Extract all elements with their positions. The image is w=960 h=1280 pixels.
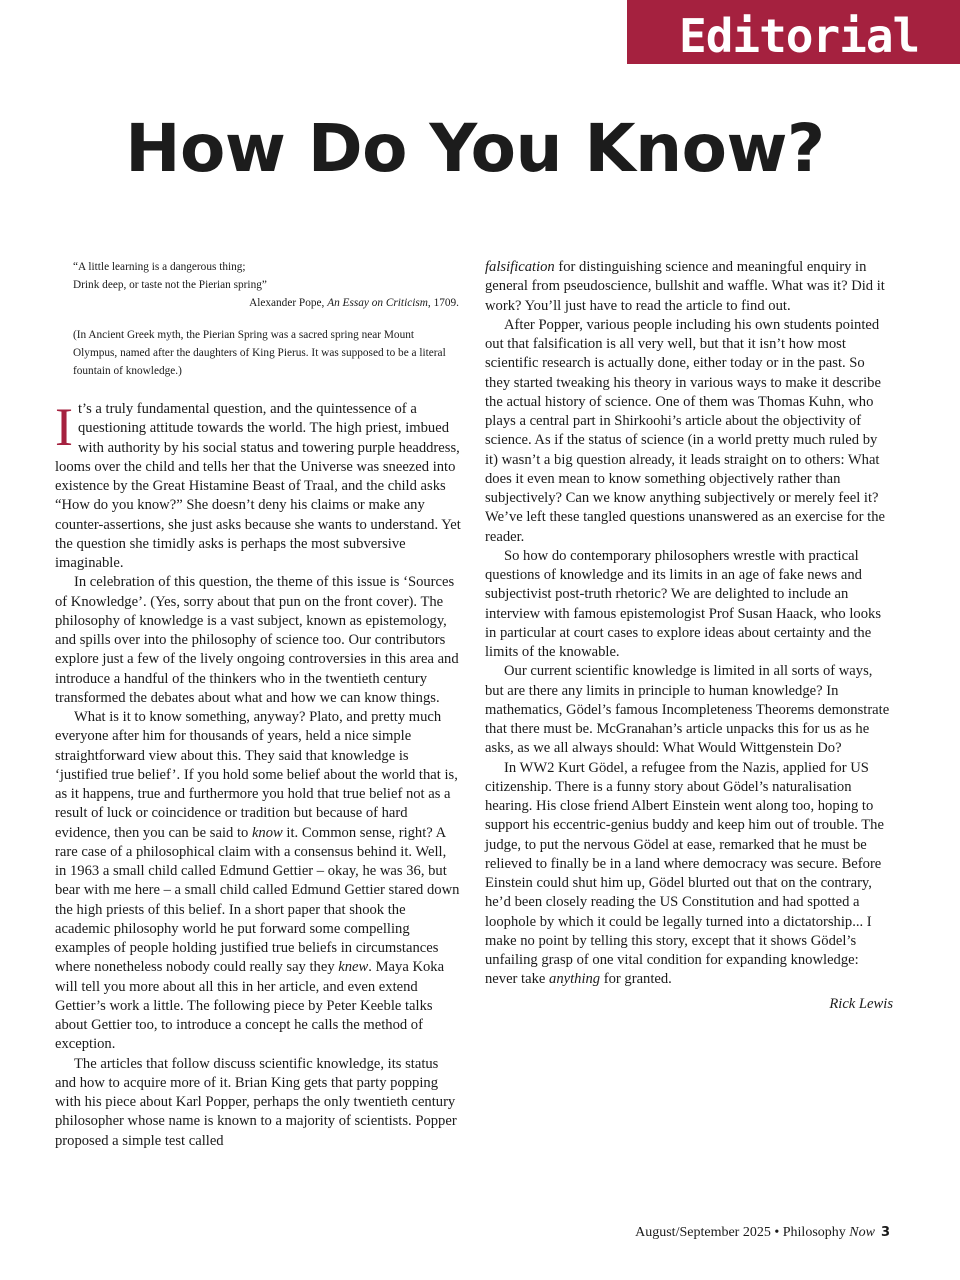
right-column: [485, 258, 893, 1014]
left-column: [55, 258, 461, 1151]
paragraph-4-text-b: for distinguishing science and meaningful enquiry in general from pseudoscience, bullshit and waffle. What was it? Did it work? You’ll just have to read the article to find out.: [485, 259, 885, 314]
emphasis-anything: anything: [549, 971, 601, 988]
body-paragraph-4-continued: [485, 258, 893, 316]
body-paragraph-1: [55, 397, 461, 573]
drop-cap: I: [55, 397, 73, 457]
paragraph-4-text-a: The articles that follow discuss scientific knowledge, its status and how to acquire more of it. Brian King gets that party popping with his piece about Karl Popper, perhaps the only twentieth century philosopher whose name is known to a majority of scientists. Popper proposed a simple test called: [55, 1055, 457, 1149]
magazine-name: Philosophy: [782, 1225, 850, 1240]
epigraph-note: (In Ancient Greek myth, the Pierian Spring was a sacred spring near Mount Olympus, named after the daughters of King Pierus. It was supposed to be a literal fountain of knowledge.): [73, 329, 446, 377]
paragraph-3-text-c: . Maya Koka will tell you more about all this in her article, and even extend Gettier’s work a little. The following piece by Peter Keeble talks about Gettier too, to introduce a concept he calls the method of exception.: [55, 959, 445, 1053]
paragraph-8-text-b: for granted.: [600, 971, 672, 988]
epigraph-attribution: [73, 294, 459, 312]
emphasis-falsification: falsification: [485, 259, 555, 275]
epigraph-work-title: An Essay on Criticism: [327, 297, 428, 309]
body-paragraph-3: [55, 708, 461, 1055]
author-signature: Rick Lewis: [829, 995, 893, 1012]
section-tab-label: Editorial: [679, 9, 920, 63]
epigraph-line-1: “A little learning is a dangerous thing;: [73, 261, 246, 273]
paragraph-8-text-a: In WW2 Kurt Gödel, a refugee from the Nazis, applied for US citizenship. There is a funny story about Gödel’s naturalisation hearing. His close friend Albert Einstein went along too, hoping to support his eccentric-genius buddy and keep him out of trouble. The judge, to put the nervous Gödel at ease, remarked that he must be relieved to finally be in a land where democracy was secure. Before Einstein could shut him up, Gödel blurted out that on the contrary, he’d been closely reading the US Constitution and had spotted a loophole by which it could be legally turned into a dictatorship... I make no point by telling this story, except that it shows Gödel’s unfailing grasp of one vital condition for expanding knowledge: never take: [485, 759, 884, 988]
epigraph-line-2: Drink deep, or taste not the Pierian spring”: [73, 279, 267, 291]
epigraph-year: , 1709.: [427, 297, 459, 309]
body-paragraph-7: Our current scientific knowledge is limited in all sorts of ways, but are there any limits in principle to human knowledge? In mathematics, Gödel’s famous Incompleteness Theorems demonstrate that there must be. McGranahan’s article unpacks this for us as he asks, as we all always should: What Would Wittgenstein Do?: [485, 663, 890, 757]
body-paragraph-4: [55, 1055, 461, 1151]
magazine-name-now: Now: [849, 1225, 875, 1240]
epigraph-author: Alexander Pope,: [249, 297, 328, 309]
issue-date: August/September 2025: [635, 1225, 771, 1240]
page-footer: [635, 1224, 890, 1242]
body-paragraph-6: So how do contemporary philosophers wrestle with practical questions of knowledge and its limits in an age of fake news and subjectivist post-truth rhetoric? We are delighted to include an interview with famous epistemologist Prof Susan Haack, who looks in particular at court cases to explore ideas about certainty and the limits of the knowable.: [485, 547, 882, 660]
emphasis-knew: knew: [338, 959, 369, 976]
body-paragraph-2: In celebration of this question, the theme of this issue is ‘Sources of Knowledge’. (Yes, sorry about that pun on the front cover). The philosophy of knowledge is a vast subject, known as epistemology, and spills over into the philosophy of science too. Our contributors explore just a few of the lively ongoing controversies in this area and introduce a handful of the thinkers who in the twentieth century transformed the debates about what and how we can know things.: [55, 574, 459, 706]
section-tab: [627, 0, 960, 64]
paragraph-3-text-a: What is it to know something, anyway? Plato, and pretty much everyone after him for thousands of years, held a nice simple straightforward view about this. They said that knowledge is ‘justified true belief’. If you hold some belief about the world that is, as it happens, true and furthermore you hold that true belief not as a result of luck or coincidence or tradition but because of hard evidence, then you can be said to: [55, 709, 458, 841]
paragraph-1-text: t’s a truly fundamental question, and the quintessence of a questioning attitude towards the world. The high priest, imbued with authority by his social status and towering purple headdress, looms over the child and tells her that the Universe was sneezed into existence by the Great Histamine Beast of Traal, and the child asks “How do you know?” She doesn’t deny his claims or make any counter-assertions, she just asks because she wants to understand. Yet the question she timidly asks is perhaps the most subversive imaginable.: [55, 401, 461, 571]
paragraph-3-text-b: it. Common sense, right? A rare case of a philosophical claim with a consensus behind it. Well, in 1963 a small child called Edmund Gettier – okay, he was 36, but bear with me here – a small child called Edmund Gettier stared down the high priests of this belief. In a short paper that shook the academic philosophy world he put forward some compelling examples of people holding justified true beliefs in circumstances where nonetheless nobody could really say they: [55, 824, 460, 976]
emphasis-know: know: [251, 824, 283, 841]
page-title: How Do You Know?: [125, 110, 825, 187]
body-paragraph-8: [485, 759, 893, 990]
footer-separator: •: [770, 1225, 783, 1240]
page-number: 3: [880, 1225, 890, 1240]
body-paragraph-5: After Popper, various people including his own students pointed out that falsification is all very well, but that it isn’t how most scientific research is actually done, either today or in the past. So they started tweaking his theory in various ways to make it describe the actual history of science. One of them was Thomas Kuhn, who plays a central part in Shirkoohi’s article about the objectivity of science. As if the status of science (in a world pretty much ruled by it) wasn’t a big question already, it leads straight on to others: What does it even mean to know something objectively rather than subjectively? Can we know anything subjectively or merely feel it? We’ve left these tangled questions unanswered as an exercise for the reader.: [485, 316, 885, 545]
epigraph: [55, 258, 461, 400]
